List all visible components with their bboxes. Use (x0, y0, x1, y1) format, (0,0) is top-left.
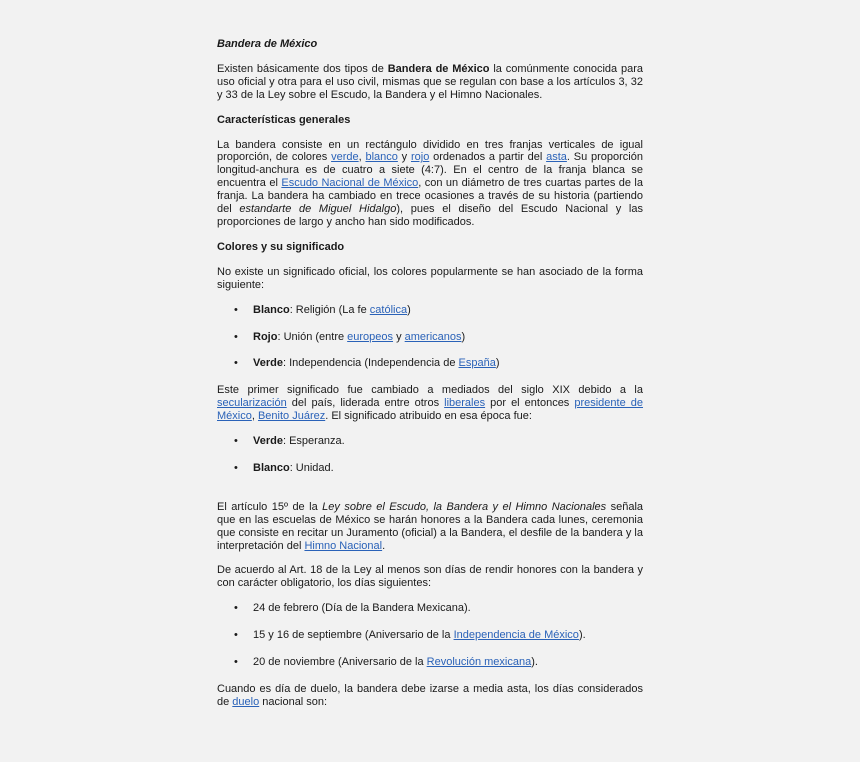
text: ). (531, 656, 538, 669)
section-heading-colores: Colores y su significado (217, 240, 345, 253)
link-blanco[interactable]: blanco (365, 151, 398, 164)
text: Cuando es día de duelo, la bandera debe izarse a media asta, los días considerados de (217, 683, 643, 708)
duelo-paragraph (217, 683, 643, 709)
significado-paragraph (217, 384, 643, 423)
text: Este primer significado fue cambiado a mediados del siglo XIX debido a la (217, 384, 643, 397)
link-secularizacion[interactable]: secularización (217, 397, 287, 410)
bullet: • (234, 435, 238, 448)
intro-paragraph (217, 63, 643, 102)
text: 15 y 16 de septiembre (Aniversario de la (253, 629, 454, 642)
text: señala que en las escuelas de México se harán honores a la Bandera cada lunes, ceremonia que consiste en recitar un Juramento (oficial) a la Bandera, el desfile de la bandera y la interpretación del (217, 500, 644, 552)
link-benito-juarez[interactable]: Benito Juárez (257, 410, 326, 423)
text: . El significado atribuido en esa época fue: (325, 410, 532, 423)
italic-text: estandarte de Miguel Hidalgo (239, 203, 397, 216)
text: : Unión (entre (277, 330, 348, 343)
honores-list (217, 602, 643, 669)
text: 24 de febrero (Día de la Bandera Mexicana). (253, 602, 471, 615)
text: la comúnmente conocida para uso oficial y otra para el uso civil, mismas que se regulan con base a los artículos 3, 32 y 33 de la Ley sobre el Escudo, la Bandera y el Himno Nacionales. (217, 62, 643, 101)
bold-text: Verde (253, 435, 283, 448)
link-rojo[interactable]: rojo (410, 151, 430, 164)
link-espana[interactable]: España (458, 357, 496, 370)
link-europeos[interactable]: europeos (347, 330, 394, 343)
text: por el entonces (485, 397, 575, 410)
bold-text: Bandera de México (387, 62, 490, 75)
bold-text: Verde (253, 357, 283, 370)
colores-list (217, 304, 643, 371)
text: del país, liderada entre otros (286, 397, 445, 410)
link-americanos[interactable]: americanos (404, 330, 462, 343)
text: nacional son: (259, 695, 328, 708)
section-heading-caracteristicas: Características generales (217, 113, 351, 126)
honores-paragraph: De acuerdo al Art. 18 de la Ley al menos son días de rendir honores con la bandera y con carácter obligatorio, los días siguientes: (217, 564, 643, 590)
link-presidente-de-mexico[interactable]: presidente de México (217, 397, 643, 423)
text: , (251, 410, 258, 423)
list-item (217, 602, 643, 615)
link-escudo-nacional[interactable]: Escudo Nacional de México (281, 177, 419, 190)
italic-text: Ley sobre el Escudo, la Bandera y el Himno Nacionales (322, 500, 607, 513)
document-title: Bandera de México (217, 38, 318, 50)
link-verde[interactable]: verde (331, 151, 359, 164)
link-duelo[interactable]: duelo (232, 695, 260, 708)
text: ). (578, 629, 586, 642)
bullet: • (234, 602, 238, 615)
bullet: • (234, 656, 238, 669)
bullet: • (234, 330, 238, 343)
text: . Su proporción longitud-anchura es de cuatro a siete (4:7). En el centro de la franja blanca se encuentra el (217, 151, 643, 190)
link-liberales[interactable]: liberales (444, 397, 486, 410)
bold-text: Blanco (253, 303, 290, 316)
text: ), pues el diseño del Escudo Nacional y las proporciones de largo y ancho han sido modificados. (217, 203, 643, 228)
text: . (382, 539, 386, 552)
text: : Unidad. (289, 461, 334, 474)
text: : Independencia (Independencia de (282, 357, 459, 370)
colores-paragraph: No existe un significado oficial, los colores popularmente se han asociado de la forma siguiente: (217, 265, 643, 291)
articulo-paragraph (217, 501, 643, 553)
text: 20 de noviembre (Aniversario de la (253, 656, 427, 669)
text: , con un diámetro de tres cuartas partes de la franja. La bandera ha cambiado en trece ocasiones a través de su historia (partiendo del (217, 177, 643, 216)
text: : Esperanza. (282, 435, 345, 448)
list-item (217, 435, 643, 448)
link-asta[interactable]: asta (546, 151, 567, 164)
list-item (217, 331, 643, 344)
text: y (397, 151, 411, 164)
bold-text: Rojo (253, 330, 278, 343)
text: , (358, 151, 366, 164)
text: y (393, 330, 405, 343)
text: ordenados a partir del (429, 151, 547, 164)
significado-list (217, 435, 643, 475)
bullet: • (234, 357, 238, 370)
link-revolucion-mexicana[interactable]: Revolución mexicana (426, 656, 532, 669)
bullet: • (234, 461, 238, 474)
text: Existen básicamente dos tipos de (217, 62, 388, 75)
text: ) (495, 357, 500, 370)
bullet: • (234, 629, 238, 642)
link-independencia-de-mexico[interactable]: Independencia de México (453, 629, 579, 642)
text: La bandera consiste en un rectángulo dividido en tres franjas verticales de igual proporción, de colores (217, 138, 643, 164)
link-catolica[interactable]: católica (369, 303, 408, 316)
list-item (217, 656, 643, 669)
link-himno-nacional[interactable]: Himno Nacional (304, 539, 383, 552)
spacer (217, 489, 643, 501)
text: : Religión (La fe (289, 303, 370, 316)
list-item (217, 357, 643, 370)
bold-text: Blanco (253, 461, 290, 474)
document-page (217, 30, 643, 721)
text: El artículo 15º de la (217, 500, 323, 513)
caracteristicas-paragraph (217, 139, 643, 229)
list-item (217, 304, 643, 317)
text: ) (461, 330, 466, 343)
bullet: • (234, 303, 238, 316)
text: ) (407, 303, 411, 316)
list-item (217, 462, 643, 475)
list-item (217, 629, 643, 642)
